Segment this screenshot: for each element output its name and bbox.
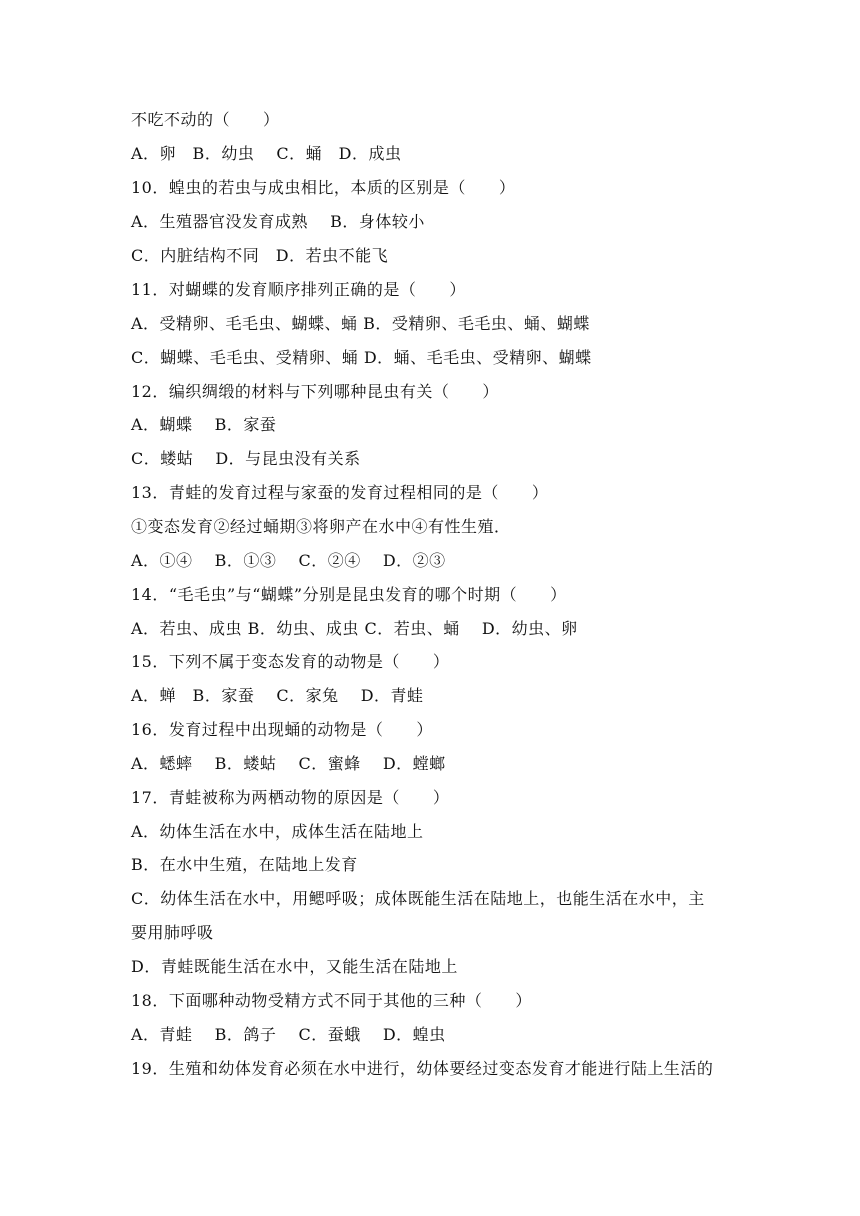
- text-line-q11-options-1: A．受精卵、毛毛虫、蝴蝶、蛹 B．受精卵、毛毛虫、蛹、蝴蝶: [131, 314, 590, 333]
- text-line-q12-question: 12．编织绸缎的材料与下列哪种昆虫有关（ ）: [131, 382, 499, 401]
- text-line-q17-option-c-continuation: 要用肺呼吸: [131, 923, 214, 942]
- text-line-q11-question: 11．对蝴蝶的发育顺序排列正确的是（ ）: [131, 280, 466, 299]
- text-line-q17-option-a: A．幼体生活在水中，成体生活在陆地上: [131, 822, 424, 841]
- text-line-q17-option-d: D．青蛙既能生活在水中，又能生活在陆地上: [131, 957, 458, 976]
- text-line-q17-question: 17．青蛙被称为两栖动物的原因是（ ）: [131, 788, 450, 807]
- text-line-q12-options-1: A．蝴蝶 B．家蚕: [131, 415, 277, 434]
- text-line-q15-options: A．蝉 B．家蚕 C．家兔 D．青蛙: [131, 686, 424, 705]
- text-line-q11-options-2: C．蝴蝶、毛毛虫、受精卵、蛹 D．蛹、毛毛虫、受精卵、蝴蝶: [131, 348, 592, 367]
- text-line-q9-continuation: 不吃不动的（ ）: [131, 110, 280, 129]
- text-line-q15-question: 15．下列不属于变态发育的动物是（ ）: [131, 652, 450, 671]
- text-line-q18-options: A．青蛙 B．鸽子 C．蚕蛾 D．蝗虫: [131, 1025, 446, 1044]
- text-line-q12-options-2: C．蝼蛄 D．与昆虫没有关系: [131, 449, 361, 468]
- text-line-q13-question: 13．青蛙的发育过程与家蚕的发育过程相同的是（ ）: [131, 483, 549, 502]
- text-line-q18-question: 18．下面哪种动物受精方式不同于其他的三种（ ）: [131, 991, 532, 1010]
- text-line-q10-options-1: A．生殖器官没发育成熟 B．身体较小: [131, 212, 425, 231]
- text-line-q17-option-b: B．在水中生殖，在陆地上发育: [131, 855, 358, 874]
- text-line-q10-question: 10．蝗虫的若虫与成虫相比，本质的区别是（ ）: [131, 178, 516, 197]
- text-line-q14-options: A．若虫、成虫 B．幼虫、成虫 C．若虫、蛹 D．幼虫、卵: [131, 619, 578, 638]
- text-line-q13-statements: ①变态发育②经过蛹期③将卵产在水中④有性生殖．: [131, 517, 511, 536]
- text-line-q17-option-c: C．幼体生活在水中，用鳃呼吸；成体既能生活在陆地上，也能生活在水中，主: [131, 889, 705, 908]
- text-line-q16-question: 16．发育过程中出现蛹的动物是（ ）: [131, 720, 433, 739]
- text-line-q9-options: A．卵 B．幼虫 C．蛹 D．成虫: [131, 144, 402, 163]
- text-line-q13-options: A．①④ B．①③ C．②④ D．②③: [131, 551, 446, 570]
- text-line-q16-options: A．蟋蟀 B．蝼蛄 C．蜜蜂 D．螳螂: [131, 754, 446, 773]
- text-line-q10-options-2: C．内脏结构不同 D．若虫不能飞: [131, 246, 389, 265]
- text-line-q19-question: 19．生殖和幼体发育必须在水中进行，幼体要经过变态发育才能进行陆上生活的: [131, 1059, 714, 1078]
- text-line-q14-question: 14．“毛毛虫”与“蝴蝶”分别是昆虫发育的哪个时期（ ）: [131, 585, 567, 604]
